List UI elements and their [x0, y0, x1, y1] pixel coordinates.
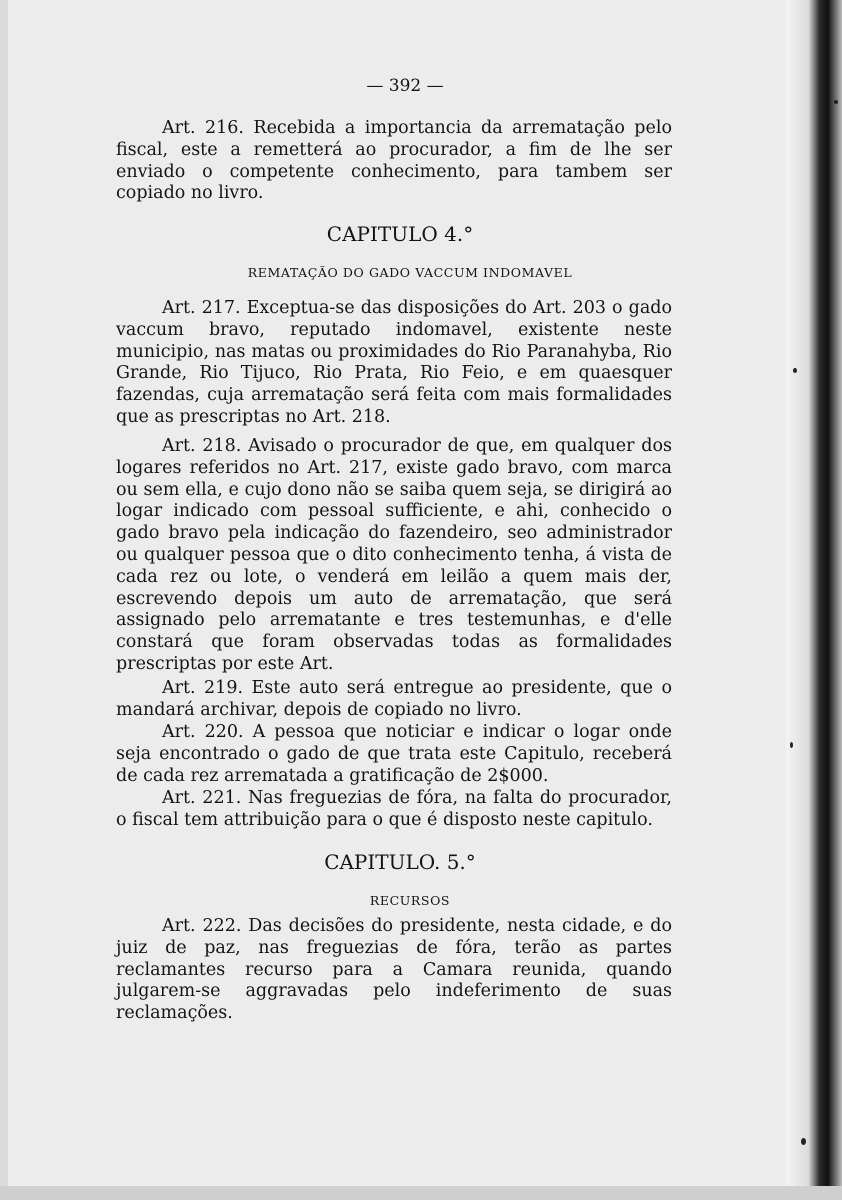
- page-number: — 392 —: [366, 76, 444, 96]
- article-220: Art. 220. A pessoa que noticiar e indicar o logar onde seja encontrado o gado de que trata este Capitulo, receberá de cada rez arrematada a gratificação de 2$000.: [116, 722, 672, 786]
- page-bottom-edge: [0, 1186, 842, 1200]
- ink-speck: [793, 368, 797, 373]
- article-217: Art. 217. Exceptua-se das disposições do Art. 203 o gado vaccum bravo, reputado indomavel, existente neste municipio, nas matas ou proximidades do Rio Paranahyba, Rio Grande, Rio Tijuco, Rio Prata, Rio Feio, e em quaesquer fazendas, cuja arrematação será feita com mais formalidades que as prescriptas no Art. 218.: [116, 298, 672, 427]
- chapter-5-subtitle: RECURSOS: [369, 893, 451, 908]
- article-221: Art. 221. Nas freguezias de fóra, na falta do procurador, o fiscal tem attribuição para o que é disposto neste capitulo.: [116, 788, 672, 830]
- ink-speck: [801, 1138, 806, 1145]
- ink-speck: [790, 742, 793, 748]
- article-219: Art. 219. Este auto será entregue ao presidente, que o mandará archivar, depois de copiado no livro.: [116, 678, 672, 720]
- chapter-5-title: CAPITULO. 5.°: [324, 850, 476, 874]
- article-216: Art. 216. Recebida a importancia da arrematação pelo fiscal, este a remetterá ao procurador, a fim de lhe ser enviado o competente conhecimento, para tambem ser copiado no livro.: [116, 118, 672, 204]
- page-left-edge: [0, 0, 8, 1200]
- book-binding-edge: [786, 0, 842, 1200]
- article-218: Art. 218. Avisado o procurador de que, em qualquer dos logares referidos no Art. 217, existe gado bravo, com marca ou sem ella, e cujo dono não se saiba quem seja, se dirigirá ao logar indicado com pessoal sufficiente, e ahi, conhecido o gado bravo pela indicação do fazendeiro, seo administrador ou qualquer pessoa que o dito conhecimento tenha, á vista de cada rez ou lote, o venderá em leilão a quem mais der, escrevendo depois um auto de arrematação, que será assignado pelo arrematante e tres testemunhas, e d'elle constará que foram observadas todas as formalidades prescriptas por este Art.: [116, 436, 672, 674]
- article-222: Art. 222. Das decisões do presidente, nesta cidade, e do juiz de paz, nas freguezias de fóra, terão as partes reclamantes recurso para a Camara reunida, quando julgarem-se aggravadas pelo indeferimento de suas reclamações.: [116, 916, 672, 1024]
- chapter-4-title: CAPITULO 4.°: [326, 222, 474, 246]
- ink-speck: [834, 100, 838, 104]
- chapter-4-subtitle: REMATAÇÃO DO GADO VACCUM INDOMAVEL: [247, 265, 573, 280]
